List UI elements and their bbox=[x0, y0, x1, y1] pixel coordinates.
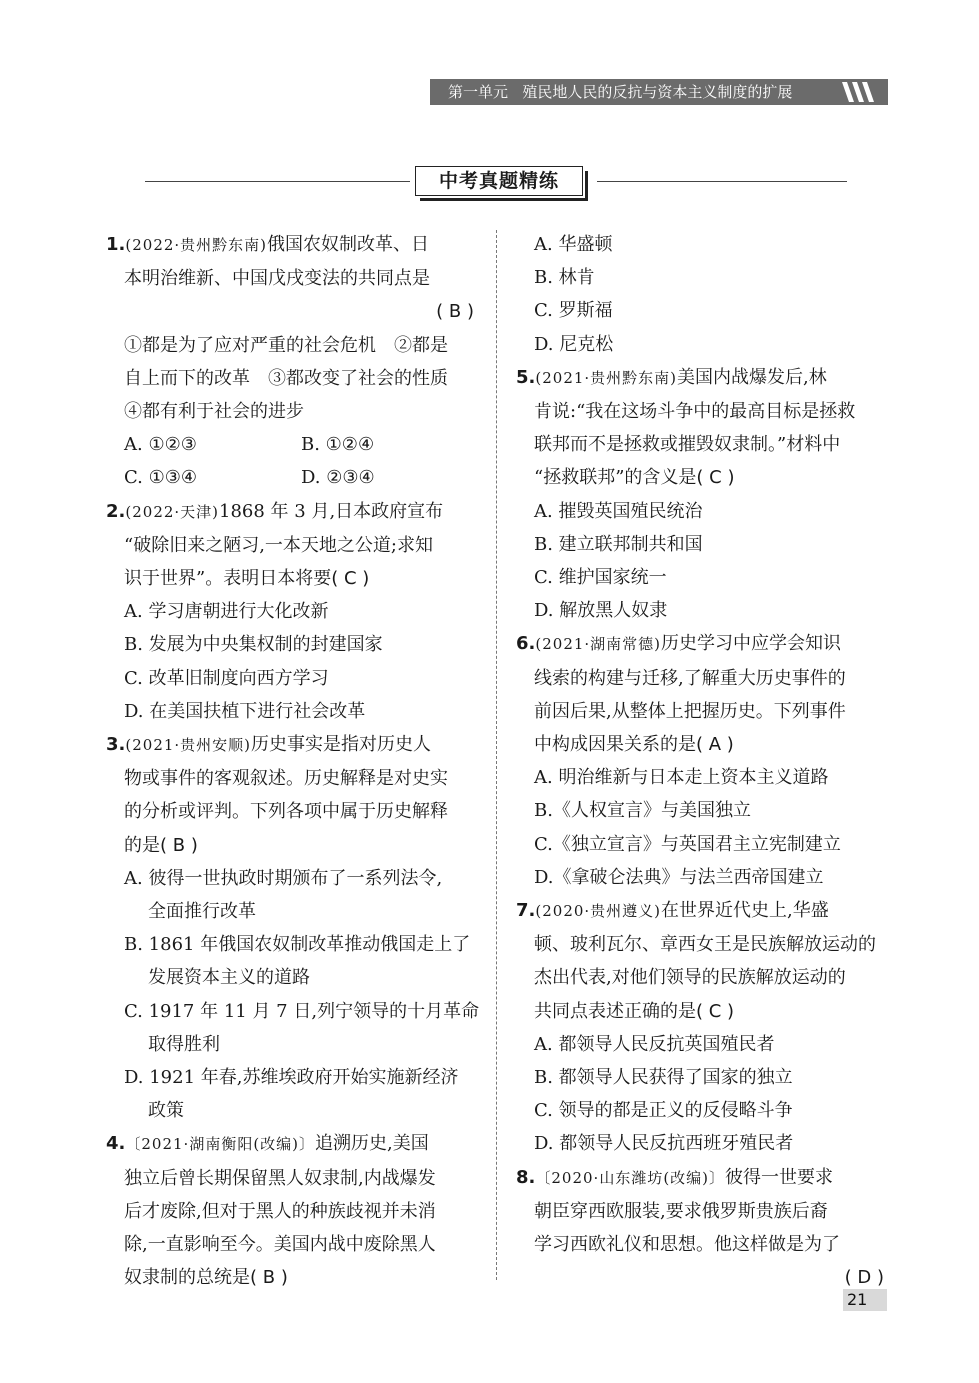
question-text: 彼得一世要求 bbox=[725, 1166, 834, 1188]
question-text: 联邦而不是拯救或摧毁奴隶制。”材料中 bbox=[534, 434, 841, 456]
option-c: C. ①③④ bbox=[124, 467, 197, 489]
question-source: (2021·贵州安顺) bbox=[125, 736, 252, 755]
question-text: 独立后曾长期保留黑人奴隶制,内战爆发 bbox=[124, 1167, 436, 1189]
option-a-cont: 全面推行改革 bbox=[148, 901, 256, 923]
question-text: 奴隶制的总统是 bbox=[124, 1267, 250, 1289]
question-number: 3. bbox=[106, 734, 126, 756]
question-text: 历史学习中应学会知识 bbox=[661, 633, 842, 655]
option-c: C. 领导的都是正义的反侵略斗争 bbox=[534, 1100, 793, 1122]
option-a: A. 明治维新与日本走上资本主义道路 bbox=[534, 767, 829, 789]
question-source: 〔2021·湖南衡阳(改编)〕 bbox=[125, 1135, 316, 1154]
statement: ④都有利于社会的进步 bbox=[124, 401, 304, 423]
column-divider bbox=[496, 230, 497, 1280]
question-source: (2020·贵州遵义) bbox=[535, 902, 662, 921]
answer: ( B ) bbox=[250, 1267, 288, 1289]
question-number: 5. bbox=[516, 366, 536, 388]
option-a: A. ①②③ bbox=[124, 434, 197, 456]
question-source: (2021·贵州黔东南) bbox=[535, 368, 678, 387]
option-d: D. 解放黑人奴隶 bbox=[534, 600, 668, 622]
answer: ( B ) bbox=[436, 301, 474, 323]
heading-rule-left bbox=[145, 181, 410, 182]
question-text: 线索的构建与迁移,了解重大历史事件的 bbox=[534, 667, 846, 689]
answer: ( B ) bbox=[160, 834, 198, 856]
question-text: 共同点表述正确的是 bbox=[534, 1000, 696, 1022]
question-text: 本明治维新、中国戊戌变法的共同点是 bbox=[124, 268, 430, 290]
question-number: 1. bbox=[106, 234, 126, 255]
question-text: 朝臣穿西欧服装,要求俄罗斯贵族后裔 bbox=[534, 1200, 828, 1222]
question-1 bbox=[106, 228, 478, 495]
question-text: 美国内战爆发后,林 bbox=[677, 366, 827, 388]
option-c: C.《独立宣言》与英国君主立宪制建立 bbox=[534, 833, 841, 855]
question-number: 8. bbox=[516, 1166, 536, 1188]
question-source: 〔2020·山东潍坊(改编)〕 bbox=[535, 1168, 726, 1187]
question-text: 追溯历史,美国 bbox=[315, 1133, 429, 1155]
question-text: 杰出代表,对他们领导的民族解放运动的 bbox=[534, 967, 846, 989]
question-text: 后才废除,但对于黑人的种族歧视并未消 bbox=[124, 1200, 436, 1222]
option-a: A. 都领导人民反抗英国殖民者 bbox=[534, 1033, 775, 1055]
question-text: 1868 年 3 月,日本政府宣布 bbox=[219, 500, 444, 522]
question-number: 4. bbox=[106, 1133, 126, 1155]
question-number: 6. bbox=[516, 633, 536, 655]
header-slash-decoration-icon bbox=[838, 79, 882, 105]
section-title: 中考真题精练 bbox=[415, 166, 583, 196]
question-text: 的分析或评判。下列各项中属于历史解释 bbox=[124, 801, 448, 823]
option-d-cont: 政策 bbox=[148, 1100, 184, 1122]
question-source: (2021·湖南常德) bbox=[535, 635, 662, 654]
section-heading bbox=[145, 166, 847, 200]
running-header bbox=[430, 79, 888, 105]
question-2 bbox=[106, 495, 478, 728]
option-row bbox=[106, 428, 478, 461]
question-text: 中构成因果关系的是 bbox=[534, 734, 696, 756]
heading-rule-right bbox=[597, 181, 847, 182]
question-text: 物或事件的客观叙述。历史解释是对史实 bbox=[124, 768, 448, 790]
statement: ①都是为了应对严重的社会危机 ②都是 bbox=[124, 334, 448, 356]
option-d: D. 在美国扶植下进行社会改革 bbox=[124, 700, 366, 722]
option-b: B. 建立联邦制共和国 bbox=[534, 533, 703, 555]
question-text: 顿、玻利瓦尔、章西女王是民族解放运动的 bbox=[534, 934, 876, 956]
question-text: 前因后果,从整体上把握历史。下列事件 bbox=[534, 700, 846, 722]
answer: ( D ) bbox=[844, 1267, 884, 1289]
option-c-cont: 取得胜利 bbox=[148, 1033, 220, 1055]
option-d: D. 尼克松 bbox=[534, 333, 614, 355]
question-source: (2022·贵州黔东南) bbox=[125, 236, 268, 254]
option-b: B. 发展为中央集权制的封建国家 bbox=[124, 634, 383, 656]
question-text: 的是 bbox=[124, 834, 160, 856]
question-source: (2022·天津) bbox=[125, 502, 220, 521]
question-8 bbox=[516, 1161, 888, 1295]
option-d: D. ②③④ bbox=[301, 467, 375, 489]
answer: ( C ) bbox=[696, 467, 735, 489]
question-text: 俄国农奴制改革、日 bbox=[267, 234, 430, 255]
header-unit-title: 殖民地人民的反抗与资本主义制度的扩展 bbox=[522, 83, 793, 101]
question-text: 肯说:“我在这场斗争中的最高目标是拯救 bbox=[534, 401, 856, 423]
question-number: 7. bbox=[516, 900, 536, 922]
option-c: C. 改革旧制度向西方学习 bbox=[124, 667, 329, 689]
option-a: A. 摧毁英国殖民统治 bbox=[534, 500, 703, 522]
answer: ( A ) bbox=[696, 734, 734, 756]
option-b-cont: 发展资本主义的道路 bbox=[148, 967, 310, 989]
option-d: D.《拿破仑法典》与法兰西帝国建立 bbox=[534, 866, 824, 888]
option-b: B.《人权宣言》与美国独立 bbox=[534, 800, 751, 822]
question-text: 学习西欧礼仪和思想。他这样做是为了 bbox=[534, 1234, 840, 1256]
option-b: B. ①②④ bbox=[301, 434, 375, 456]
option-b: B. 都领导人民获得了国家的独立 bbox=[534, 1067, 793, 1089]
right-column bbox=[516, 228, 888, 1295]
question-4 bbox=[106, 1127, 478, 1294]
header-unit: 第一单元 bbox=[448, 83, 509, 101]
question-number: 2. bbox=[106, 500, 126, 522]
question-text: 历史事实是指对历史人 bbox=[251, 734, 432, 756]
option-a: A. 学习唐朝进行大化改新 bbox=[124, 601, 329, 623]
option-c: C. 1917 年 11 月 7 日,列宁领导的十月革命 bbox=[124, 1000, 480, 1022]
question-text: 识于世界”。表明日本将要 bbox=[124, 568, 332, 590]
left-column bbox=[106, 228, 478, 1295]
option-a: A. 华盛顿 bbox=[534, 234, 613, 255]
option-b: B. 林肯 bbox=[534, 267, 595, 289]
statement: 自上而下的改革 ③都改变了社会的性质 bbox=[124, 367, 448, 389]
question-text: “拯救联邦”的含义是 bbox=[534, 467, 697, 489]
answer: ( C ) bbox=[696, 1000, 735, 1022]
option-row bbox=[106, 461, 478, 494]
option-d: D. 都领导人民反抗西班牙殖民者 bbox=[534, 1133, 794, 1155]
question-3 bbox=[106, 728, 478, 1127]
question-text: “破除旧来之陋习,一本天地之公道;求知 bbox=[124, 534, 433, 556]
question-6 bbox=[516, 627, 888, 894]
option-c: C. 维护国家统一 bbox=[534, 567, 667, 589]
option-b: B. 1861 年俄国农奴制改革推动俄国走上了 bbox=[124, 934, 471, 956]
question-text: 在世界近代史上,华盛 bbox=[661, 900, 829, 922]
option-d: D. 1921 年春,苏维埃政府开始实施新经济 bbox=[124, 1067, 459, 1089]
option-c: C. 罗斯福 bbox=[534, 300, 613, 322]
answer: ( C ) bbox=[331, 568, 370, 590]
option-a: A. 彼得一世执政时期颁布了一系列法令, bbox=[124, 867, 443, 889]
question-text: 除,一直影响至今。美国内战中废除黑人 bbox=[124, 1234, 436, 1256]
page-number: 21 bbox=[843, 1289, 887, 1311]
question-7 bbox=[516, 894, 888, 1161]
question-5 bbox=[516, 361, 888, 628]
